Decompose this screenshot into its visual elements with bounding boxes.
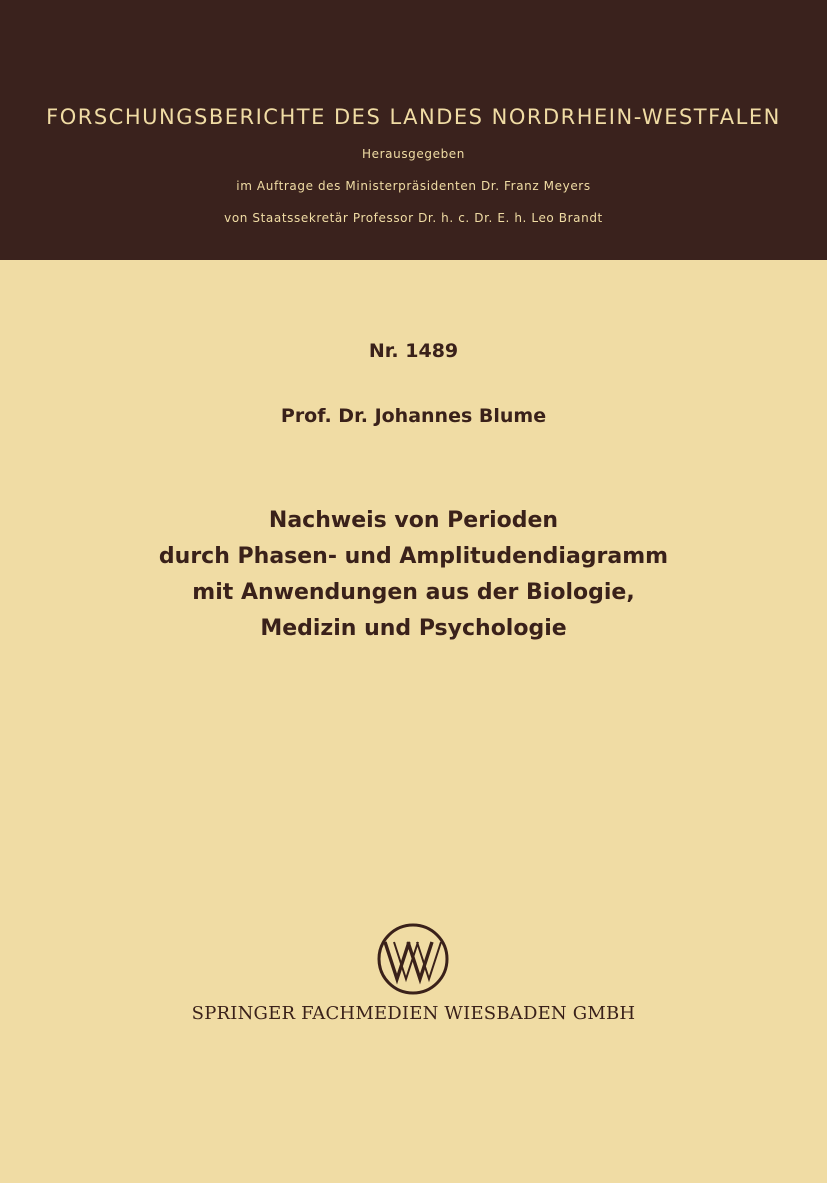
publisher-logo-icon [376,922,450,996]
publisher-name: SPRINGER FACHMEDIEN WIESBADEN GMBH [191,1003,636,1024]
author-name: Prof. Dr. Johannes Blume [280,405,547,427]
title-line: Medizin und Psychologie [260,616,567,641]
volume-number: Nr. 1489 [368,340,459,362]
header-secretary-line: von Staatssekretär Professor Dr. h. c. Dr. E. h. Leo Brandt [224,211,603,225]
book-title [0,503,827,647]
title-line: Nachweis von Perioden [268,508,559,533]
series-title: FORSCHUNGSBERICHTE DES LANDES NORDRHEIN-WESTFALEN [46,105,781,129]
title-line: durch Phasen- und Amplitudendiagramm [158,544,669,569]
title-line: mit Anwendungen aus der Biologie, [192,580,635,605]
header-editor-line: Herausgegeben [362,147,465,161]
header-commission-line: im Auftrage des Ministerpräsidenten Dr. Franz Meyers [236,179,591,193]
header-band [0,0,827,260]
